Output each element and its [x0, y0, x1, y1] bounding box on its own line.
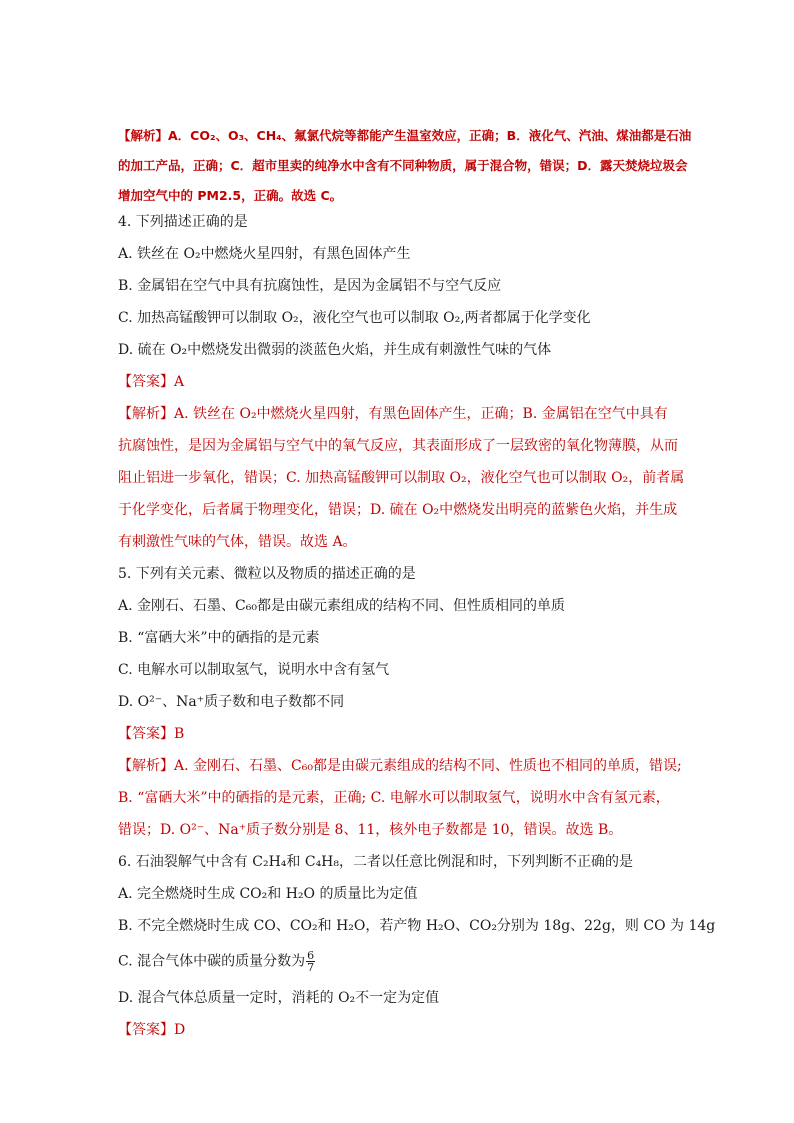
- fraction-denominator: 7: [307, 961, 315, 974]
- q4-option-d: D. 硫在 O₂中燃烧发出微弱的淡蓝色火焰，并生成有刺激性气味的气体: [118, 342, 552, 358]
- prev-analysis-line-1: 【解析】A．CO₂、O₃、CH₄、氟氯代烷等都能产生温室效应，正确；B．液化气、汽油、煤油都是石油: [118, 128, 692, 143]
- question-5: [118, 566, 682, 838]
- q4-answer: 【答案】A: [118, 374, 185, 390]
- q6-option-c: [118, 950, 678, 974]
- q5-option-d: D. O²⁻、Na⁺质子数和电子数都不同: [118, 694, 345, 710]
- q5-stem: 5. 下列有关元素、微粒以及物质的描述正确的是: [118, 566, 416, 582]
- q6-answer: 【答案】D: [118, 1022, 186, 1038]
- question-6: [118, 854, 716, 1038]
- q4-analysis-line-3: 阻止铝进一步氧化，错误；C. 加热高锰酸钾可以制取 O₂，液化空气也可以制取 O₂，前者属: [118, 470, 685, 486]
- q6-option-c-text: C. 混合气体中碳的质量分数为: [118, 953, 306, 970]
- prev-analysis-line-2: 的加工产品，正确；C．超市里卖的纯净水中含有不同种物质，属于混合物，错误；D．露天焚烧垃圾会: [118, 158, 688, 173]
- q5-option-b: B. “富硒大米”中的硒指的是元素: [118, 630, 320, 646]
- q4-option-b: B. 金属铝在空气中具有抗腐蚀性，是因为金属铝不与空气反应: [118, 278, 502, 294]
- q5-answer: 【答案】B: [118, 726, 185, 742]
- q4-analysis-line-4: 于化学变化，后者属于物理变化，错误；D. 硫在 O₂中燃烧发出明亮的蓝紫色火焰，并生成: [118, 502, 678, 518]
- q4-option-c: C. 加热高锰酸钾可以制取 O₂，液化空气也可以制取 O₂,两者都属于化学变化: [118, 310, 591, 326]
- q4-analysis-line-2: 抗腐蚀性，是因为金属铝与空气中的氧气反应，其表面形成了一层致密的氧化物薄膜，从而: [118, 438, 678, 454]
- q5-analysis-line-3: 错误；D. O²⁻、Na⁺质子数分别是 8、11，核外电子数都是 10，错误。故选 B。: [118, 822, 623, 838]
- prev-analysis-block: [118, 128, 692, 204]
- q6-option-a: A. 完全燃烧时生成 CO₂和 H₂O 的质量比为定值: [118, 886, 418, 902]
- q4-analysis-line-5: 有刺激性气味的气体，错误。故选 A。: [118, 534, 357, 550]
- q5-analysis-line-2: B. “富硒大米”中的硒指的是元素，正确; C. 电解水可以制取氢气，说明水中含有氢元素，: [118, 790, 670, 806]
- q4-stem: 4. 下列描述正确的是: [118, 214, 248, 230]
- q6-stem: 6. 石油裂解气中含有 C₂H₄和 C₄H₈，二者以任意比例混和时，下列判断不正确的是: [118, 854, 633, 870]
- fraction-numerator: 6: [307, 949, 315, 962]
- q5-analysis-line-1: 【解析】A. 金刚石、石墨、C₆₀都是由碳元素组成的结构不同、性质也不相同的单质，错误;: [118, 758, 682, 774]
- q5-option-a: A. 金刚石、石墨、C₆₀都是由碳元素组成的结构不同、但性质相同的单质: [118, 598, 565, 614]
- q6-option-c-fraction: [306, 950, 315, 973]
- question-4: [118, 214, 685, 550]
- q6-option-b: B. 不完全燃烧时生成 CO、CO₂和 H₂O，若产物 H₂O、CO₂分别为 18g、22g，则 CO 为 14g: [118, 918, 716, 934]
- q4-analysis-line-1: 【解析】A. 铁丝在 O₂中燃烧火星四射，有黑色固体产生，正确；B. 金属铝在空气中具有: [118, 406, 668, 422]
- q4-option-a: A. 铁丝在 O₂中燃烧火星四射，有黑色固体产生: [118, 246, 411, 262]
- q6-option-d: D. 混合气体总质量一定时，消耗的 O₂不一定为定值: [118, 990, 440, 1006]
- page-content: [118, 128, 716, 1054]
- prev-analysis-line-3: 增加空气中的 PM2.5，正确。故选 C。: [118, 188, 343, 203]
- q5-option-c: C. 电解水可以制取氢气，说明水中含有氢气: [118, 662, 390, 678]
